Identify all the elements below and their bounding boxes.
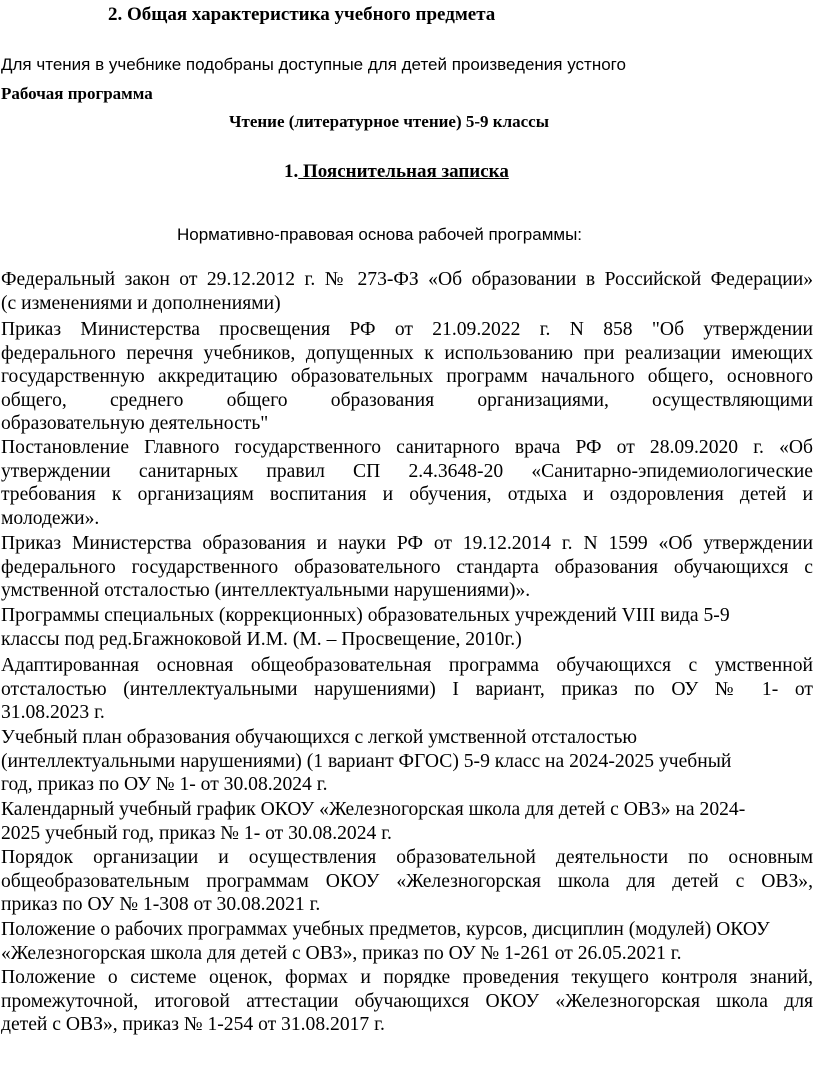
- doc-line: «Железногорская школа для детей с ОВЗ», приказ по ОУ № 1-261 от 26.05.2021 г.: [1, 942, 682, 964]
- doc-item-textbook-order: [1, 318, 813, 436]
- doc-item-education-standard: [1, 532, 813, 603]
- doc-line: умственной отсталостью (интеллектуальными нарушениями)».: [1, 580, 531, 602]
- doc-line: Календарный учебный график ОКОУ «Железногорская школа для детей с ОВЗ» на 2024-: [1, 799, 746, 820]
- doc-line: классы под ред.Бгажноковой И.М. (М. – Просвещение, 2010г.): [1, 628, 522, 650]
- doc-line: Порядок организации и осуществления образовательной деятельности по основным: [1, 847, 813, 868]
- doc-item-assessment-regulation: [1, 966, 813, 1037]
- doc-line: образовательную деятельность": [1, 413, 269, 435]
- note-title: [284, 161, 509, 183]
- doc-line: общеобразовательным программам ОКОУ «Железногорская школа для детей с ОВЗ»,: [1, 870, 813, 892]
- note-title-text: Пояснительная записка: [298, 161, 509, 182]
- subject-title: Чтение (литературное чтение) 5-9 классы: [229, 112, 549, 131]
- doc-item-federal-law: [1, 268, 813, 315]
- doc-line: Приказ Министерства образования и науки РФ от 19.12.2014 г. N 1599 «Об утверждении: [1, 533, 813, 554]
- doc-line: Положение о рабочих программах учебных предметов, курсов, дисциплин (модулей) ОКОУ: [1, 919, 770, 940]
- doc-line: год, приказ по ОУ № 1- от 30.08.2024 г.: [1, 774, 328, 796]
- doc-item-special-programs: [1, 604, 813, 651]
- doc-line: (интеллектуальными нарушениями) (1 вариант ФГОС) 5-9 класс на 2024-2025 учебный: [1, 750, 732, 772]
- doc-line: федерального государственного образовательного стандарта образования обучающихся с: [1, 556, 813, 578]
- doc-line: Адаптированная основная общеобразовательная программа обучающихся с умственной: [1, 655, 813, 676]
- doc-line: промежуточной, итоговой аттестации обучающихся ОКОУ «Железногорская школа для: [1, 990, 813, 1012]
- doc-line: 31.08.2023 г.: [1, 702, 105, 724]
- intro-line: Для чтения в учебнике подобраны доступные для детей произведения устного: [1, 55, 626, 74]
- basis-title: Нормативно-правовая основа рабочей программы:: [177, 225, 583, 244]
- doc-line: общего, среднего общего образования организациями, осуществляющими: [1, 389, 813, 411]
- doc-line: Учебный план образования обучающихся с легкой умственной отсталостью: [1, 727, 638, 748]
- section-heading: 2. Общая характеристика учебного предмета: [108, 4, 496, 25]
- doc-line: Федеральный закон от 29.12.2012 г. № 273-ФЗ «Об образовании в Российской Федерации»: [1, 269, 813, 290]
- doc-item-work-programs-regulation: [1, 918, 813, 965]
- doc-line: Постановление Главного государственного санитарного врача РФ от 28.09.2020 г. «Об: [1, 437, 813, 458]
- doc-item-calendar-schedule: [1, 798, 813, 845]
- doc-line: государственную аккредитацию образовательных программ начального общего, основного: [1, 366, 813, 388]
- doc-item-study-plan: [1, 726, 813, 797]
- doc-line: Программы специальных (коррекционных) образовательных учреждений VIII вида 5-9: [1, 605, 730, 626]
- doc-item-activity-procedure: [1, 846, 813, 917]
- doc-line: Положение о системе оценок, формах и порядке проведения текущего контроля знаний,: [1, 967, 813, 988]
- doc-line: федерального перечня учебников, допущенных к использованию при реализации имеющих: [1, 342, 813, 364]
- doc-item-sanitary-rules: [1, 436, 813, 530]
- doc-line: отсталостью (интеллектуальными нарушениями) I вариант, приказ по ОУ № 1- от: [1, 678, 813, 700]
- doc-line: 2025 учебный год, приказ № 1- от 30.08.2024 г.: [1, 822, 392, 844]
- doc-line: (с изменениями и дополнениями): [1, 292, 281, 314]
- doc-line: детей с ОВЗ», приказ № 1-254 от 31.08.2017 г.: [1, 1014, 385, 1036]
- doc-line: Приказ Министерства просвещения РФ от 21.09.2022 г. N 858 "Об утверждении: [1, 319, 813, 340]
- doc-line: утверждении санитарных правил СП 2.4.3648-20 «Санитарно-эпидемиологические: [1, 460, 813, 482]
- note-number: 1.: [284, 161, 299, 182]
- doc-line: требования к организациям воспитания и обучения, отдыха и оздоровления детей и: [1, 484, 813, 506]
- doc-line: приказ по ОУ № 1-308 от 30.08.2021 г.: [1, 894, 321, 916]
- doc-item-adapted-program: [1, 654, 813, 725]
- doc-line: молодежи».: [1, 507, 100, 529]
- program-label: Рабочая программа: [1, 84, 153, 103]
